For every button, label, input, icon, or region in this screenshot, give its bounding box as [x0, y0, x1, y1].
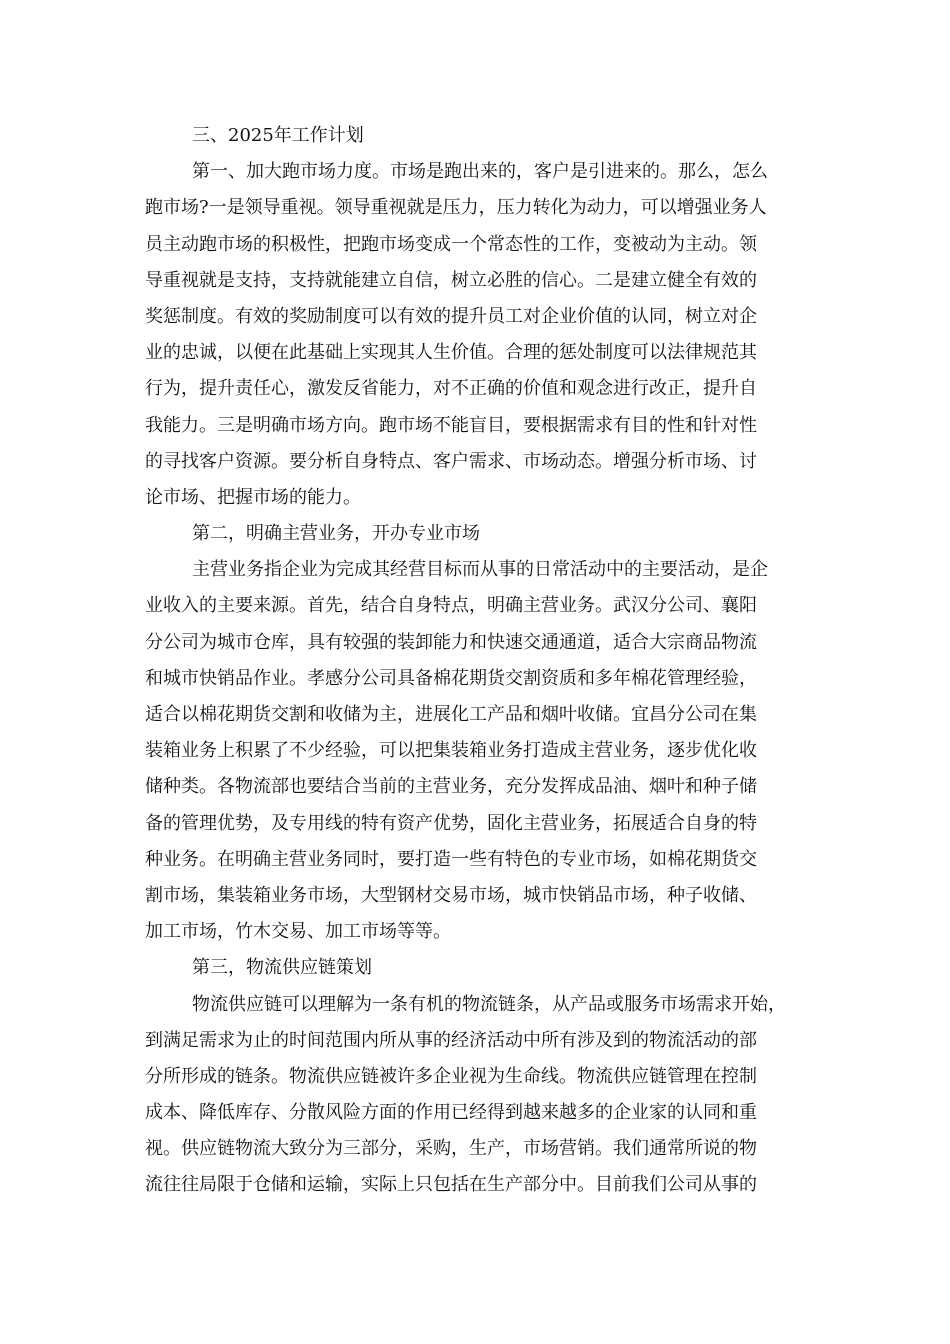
paragraph-line: 分公司为城市仓库，具有较强的装卸能力和快速交通通道，适合大宗商品物流: [145, 631, 757, 653]
paragraph-line: 业收入的主要来源。首先，结合自身特点，明确主营业务。武汉分公司、襄阳: [145, 595, 757, 617]
paragraph-line: 员主动跑市场的积极性，把跑市场变成一个常态性的工作，变被动为主动。领: [145, 233, 757, 255]
subsection-heading: 第二，明确主营业务，开办专业市场: [192, 523, 480, 545]
paragraph-line: 备的管理优势，及专用线的特有资产优势，固化主营业务，拓展适合自身的特: [145, 812, 757, 834]
paragraph-line: 导重视就是支持，支持就能建立自信，树立必胜的信心。二是建立健全有效的: [145, 269, 757, 291]
paragraph-line: 视。供应链物流大致分为三部分，采购，生产，市场营销。我们通常所说的物: [145, 1138, 757, 1160]
paragraph-line: 加工市场，竹木交易、加工市场等等。: [145, 921, 451, 943]
paragraph-line: 装箱业务上积累了不少经验，可以把集装箱业务打造成主营业务，逐步优化收: [145, 740, 757, 762]
paragraph-line: 适合以棉花期货交割和收储为主，进展化工产品和烟叶收储。宜昌分公司在集: [145, 704, 757, 725]
paragraph-line: 到满足需求为止的时间范围内所从事的经济活动中所有涉及到的物流活动的部: [145, 1029, 757, 1051]
paragraph-line: 奖惩制度。有效的奖励制度可以有效的提升员工对企业价值的认同，树立对企: [145, 305, 757, 327]
paragraph-line: 行为，提升责任心，激发反省能力，对不正确的价值和观念进行改正，提升自: [145, 378, 757, 400]
paragraph-line: 分所形成的链条。物流供应链被许多企业视为生命线。物流供应链管理在控制: [145, 1065, 757, 1087]
paragraph-line: 的寻找客户资源。要分析自身特点、客户需求、市场动态。增强分析市场、讨: [145, 450, 757, 472]
paragraph-line: 物流供应链可以理解为一条有机的物流链条，从产品或服务市场需求开始，: [192, 993, 786, 1015]
paragraph-line: 我能力。三是明确市场方向。跑市场不能盲目，要根据需求有目的性和针对性: [145, 414, 757, 436]
paragraph-line: 和城市快销品作业。孝感分公司具备棉花期货交割资质和多年棉花管理经验，: [145, 667, 757, 689]
paragraph-line: 成本、降低库存、分散风险方面的作用已经得到越来越多的企业家的认同和重: [145, 1102, 757, 1124]
paragraph-line: 跑市场?一是领导重视。领导重视就是压力，压力转化为动力，可以增强业务人: [145, 197, 767, 219]
paragraph-line: 业的忠诚，以便在此基础上实现其人生价值。合理的惩处制度可以法律规范其: [145, 342, 757, 364]
document-page: [145, 118, 805, 1204]
paragraph-line: 论市场、把握市场的能力。: [145, 486, 361, 508]
paragraph-line: 割市场，集装箱业务市场，大型钢材交易市场，城市快销品市场，种子收储、: [145, 884, 757, 906]
paragraph-line: 种业务。在明确主营业务同时，要打造一些有特色的专业市场，如棉花期货交: [145, 848, 757, 870]
paragraph-line: 第一、加大跑市场力度。市场是跑出来的，客户是引进来的。那么，怎么: [192, 161, 768, 183]
paragraph-line: 储种类。各物流部也要结合当前的主营业务，充分发挥成品油、烟叶和种子储: [145, 776, 757, 798]
section-heading: 三、2025年工作计划: [192, 125, 364, 146]
subsection-heading: 第三，物流供应链策划: [192, 957, 372, 979]
paragraph-line: 流往往局限于仓储和运输，实际上只包括在生产部分中。目前我们公司从事的: [145, 1174, 757, 1196]
paragraph-line: 主营业务指企业为完成其经营目标而从事的日常活动中的主要活动，是企: [192, 559, 768, 581]
